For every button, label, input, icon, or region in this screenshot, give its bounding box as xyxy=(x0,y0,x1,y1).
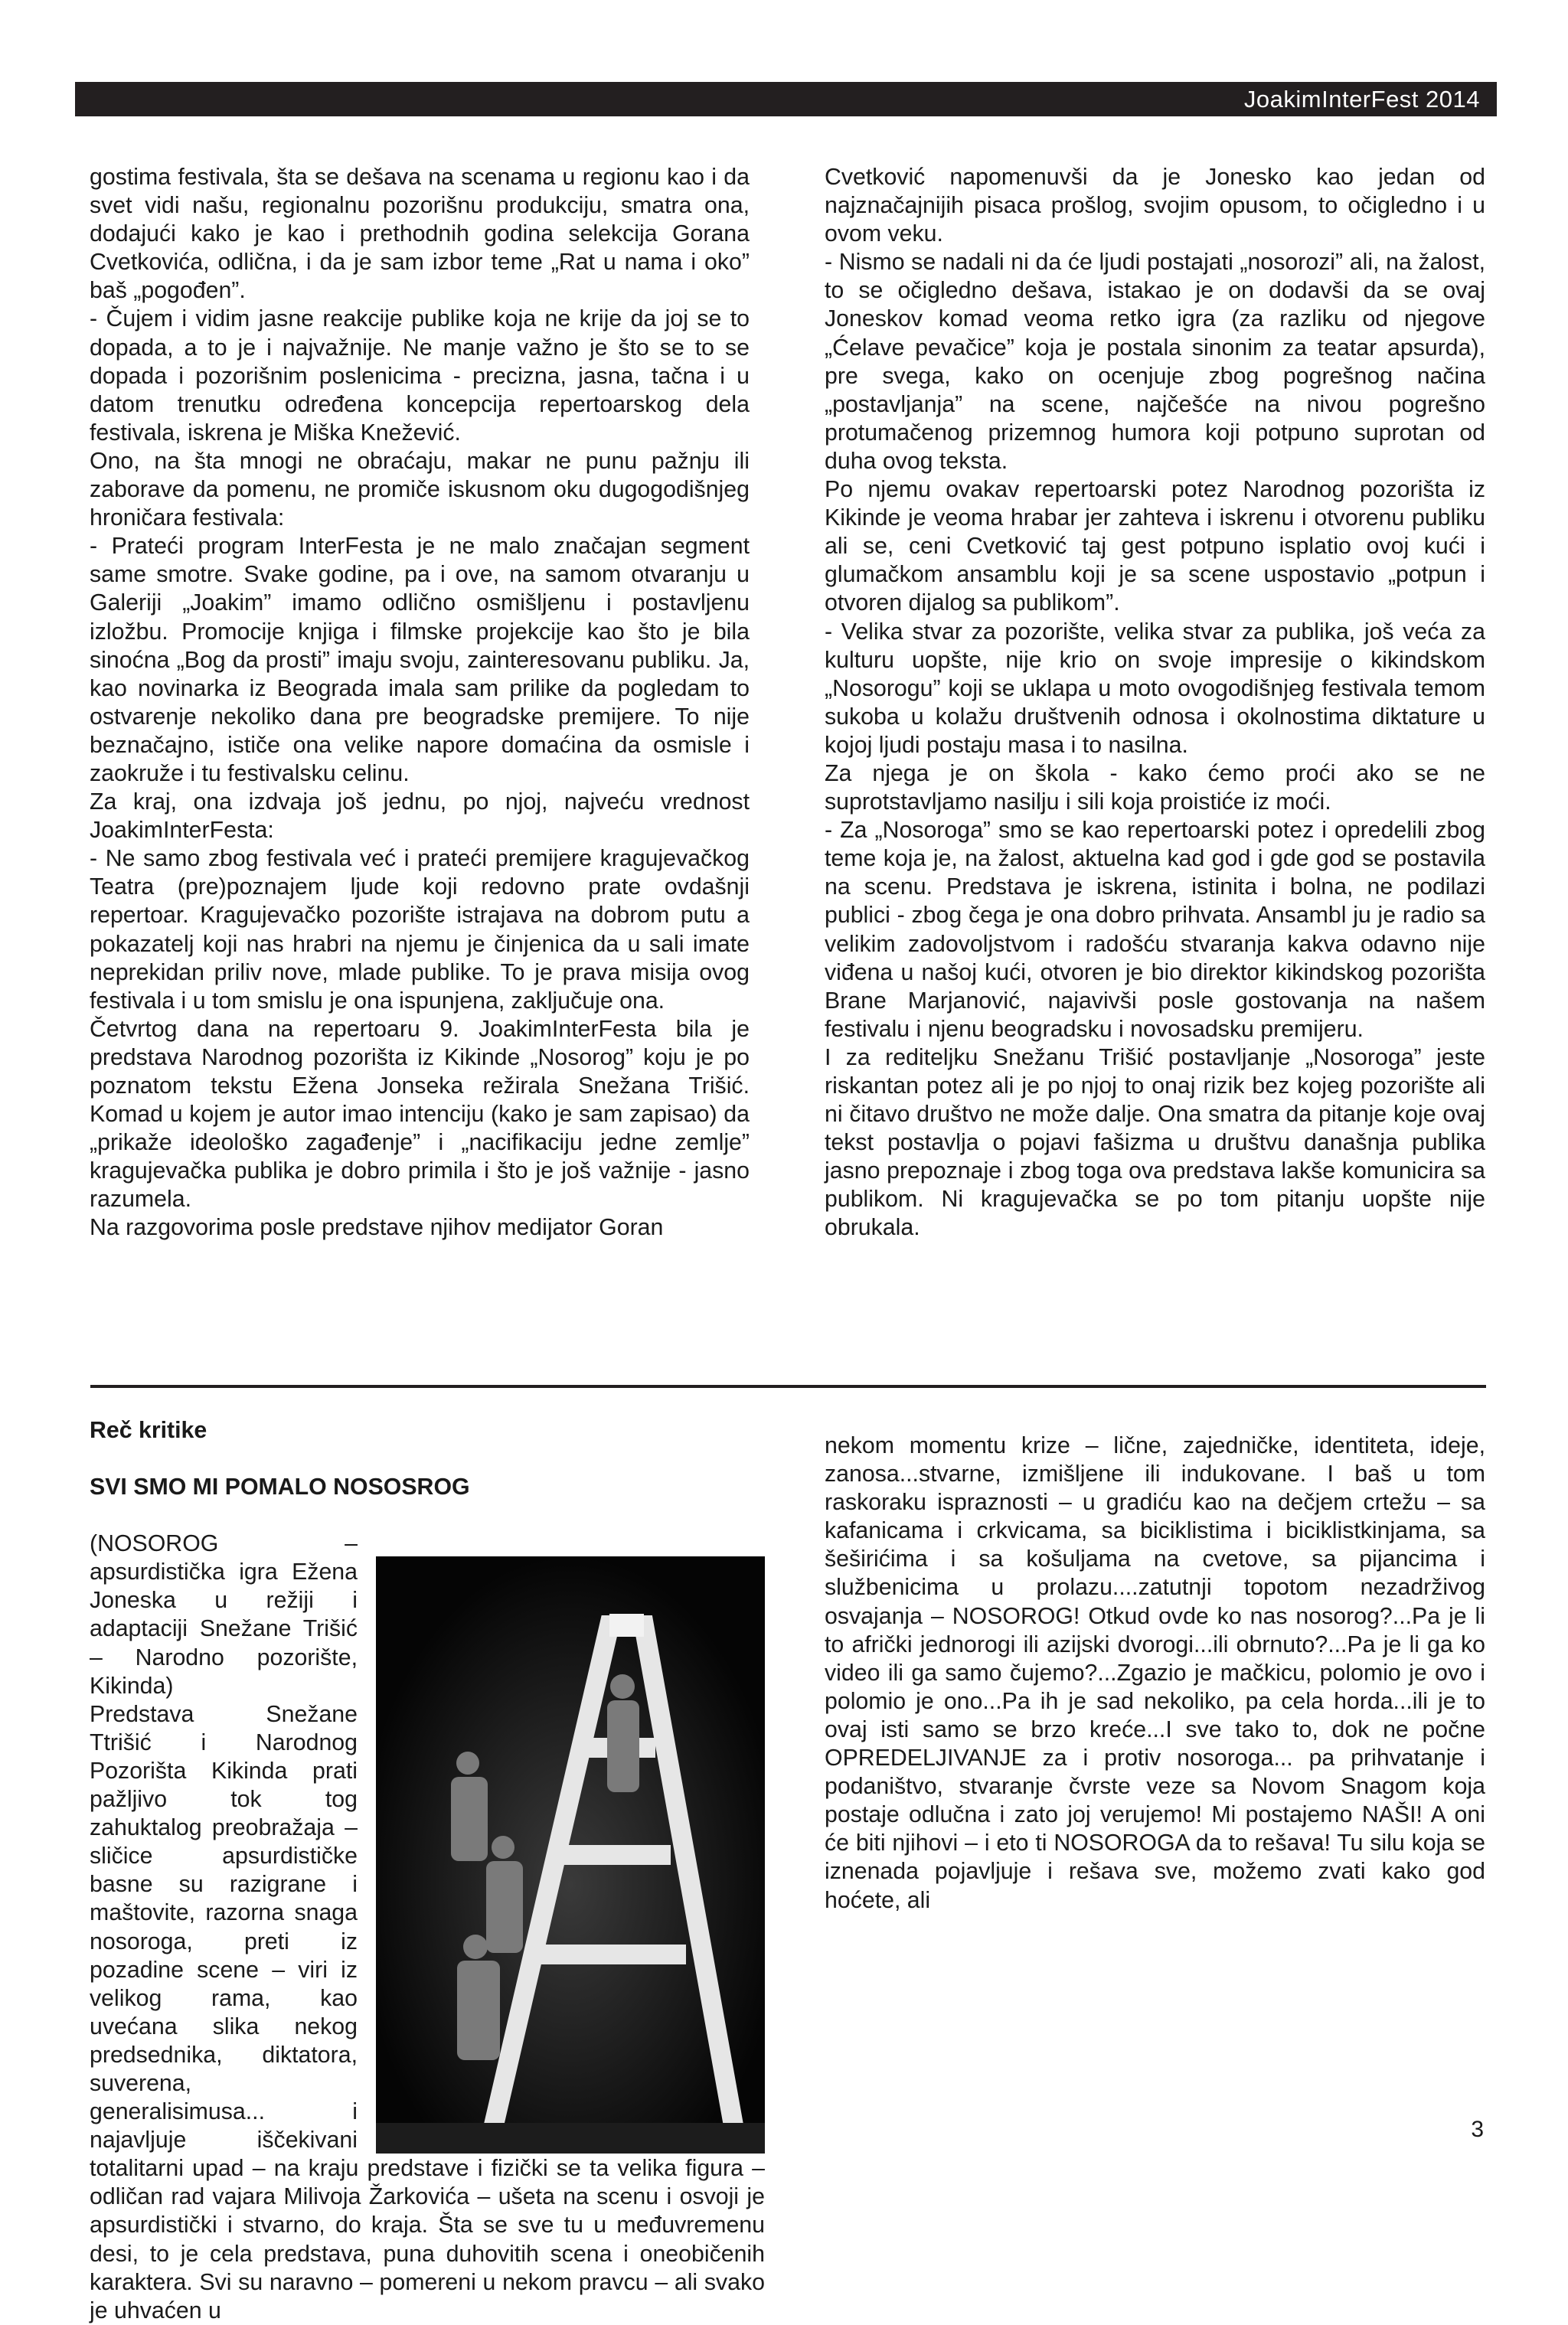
review-headline: SVI SMO MI POMALO NOSOSROG xyxy=(90,1474,470,1500)
article-paragraph: I za rediteljku Snežanu Trišić postavljanje „Nosoroga” jeste riskantan potez ali je po njoj to onaj rizik bez kojeg pozorište ali ni čitavo društvo ne može dalje. Ona smatra da pitanje koje ovaj tekst postavlja o pojavi fašizma u društvu današnja publika jasno prepoznaje i zbog toga ova predstava lakše komunicira sa publikom. Ni kragujevačka se po tom pitanju uopšte nije obrukala. xyxy=(825,1044,1485,1241)
article-paragraph: Ono, na šta mnogi ne obraćaju, makar ne punu pažnju ili zaborave da pomenu, ne promiče iskusnom oku dugogodišnjeg hroničara festivala: xyxy=(90,448,750,531)
article-paragraph: Cvetković napomenuvši da je Jonesko kao jedan od najznačajnijih pisaca prošlog, svojim opusom, to očigledno i u ovom veku. xyxy=(825,165,1485,247)
article-paragraph: - Velika stvar za pozorište, velika stvar za publika, još veća za kulturu uopšte, nije krio on svoje impresije o kikindskom „Nosorogu” koji se uklapa u moto ovogodišnjeg festivala temom sukoba u kolažu društvenih odnosa i okolnostima diktature u kojoj ljudi postaju masa i to nasilna. xyxy=(825,619,1485,758)
article-paragraph: Za kraj, ona izdvaja još jednu, po njoj, najveću vrednost JoakimInterFesta: xyxy=(90,789,750,844)
header-bar xyxy=(75,82,1497,116)
article-paragraph: Po njemu ovakav repertoarski potez Narodnog pozorišta iz Kikinde je veoma hrabar jer zahteva i iskrenu i otvorenu publiku ali se, ceni Cvetković taj gest potpuno isplatio ovoj kući i glumačkom ansamblu koji je sa scene uspostavio „potpun i otvoren dijalog sa publikom”. xyxy=(825,477,1485,616)
article-paragraph: Za njega je on škola - kako ćemo proći ako se ne suprotstavljamo nasilju i sili koja proistiće iz moći. xyxy=(825,760,1485,815)
article-paragraph: - Za „Nosoroga” smo se kao repertoarski potez i opredelili zbog teme koja je, na žalost, aktuelna kad god i gde god se postavila na scenu. Predstava je iskrena, istinita i bolna, ne podilazi publici - zbog čega je ona dobro prihvata. Ansambl ju je radio sa velikim zadovoljstvom i radošću stvaranja kakva odavno nije viđena u našoj kući, otvoren je bio direktor kikindskog pozorišta Brane Marjanović, najavivši posle gostovanja na našem festivalu i njenu beogradsku i novosadsku premijeru. xyxy=(825,818,1485,1042)
article-paragraph: Četvrtog dana na repertoaru 9. JoakimInterFesta bila je predstava Narodnog pozorišta iz Kikinde „Nosorog” koju je po poznatom tekstu Ežena Jonseka režirala Snežana Trišić. Komad u kojem je autor imao intenciju (kako je sam zapisao) da „prikaže ideološko zagađenje” i „nacifikaciju jedne zemlje” kragujevačka publika je dobro primila i što je još važnije - jasno razumela. xyxy=(90,1016,750,1213)
article-paragraph: gostima festivala, šta se dešava na scenama u regionu kao i da svet vidi našu, regionalnu pozorišnu produkciju, smatra ona, dodajući kako je kao i prethodnih godina selekcija Gorana Cvetkovića, odlična, i da je sam izbor teme „Rat u nama i oko” baš „pogođen”. xyxy=(90,165,750,304)
page-number: 3 xyxy=(1471,2117,1484,2142)
review-paragraph: Predstava Snežane Ttrišić i Narodnog Pozorišta Kikinda prati pažljivo tok tog zahuktalog preobražaja – sličice apsurdističke basne su razigrane i maštovite, razorna snaga nosoroga, preti iz pozadine scene – viri iz velikog rama, kao uvećana slika nekog predsednika, diktatora, suverena, generalisimusa... i najavljuje iščekivani totalitarni upad – na kraju predstave i fizički se ta velika figura – odličan rad vajara Milivoja Žarkovića – ušeta na scenu i osvoji je apsurdistički i stvarno, do kraja. Šta se sve tu u međuvremenu desi, to je cela predstava, puna duhovitih scena i oneobičenih karaktera. Svi su naravno – pomereni u nekom pravcu – ali svako je uhvaćen u xyxy=(90,1701,765,2323)
stage-photo-graphic xyxy=(376,1556,765,2154)
article-right-column xyxy=(825,163,1485,1243)
article-paragraph: - Nismo se nadali ni da će ljudi postajati „nosorozi” ali, na žalost, to se očigledno dešava, istakao je on dodavši da se ovaj Joneskov komad veoma retko igra (za razliku od njegove „Ćelave pevačice” koja je postala sinonim za teatar apsurda), pre svega, kako on ocenjuje zbog pogrešnog načina „postavljanja” na scene, najčešće na nivou pogrešno protumačenog prizemnog humora koji potpuno suprotan od duha ovog teksta. xyxy=(825,250,1485,474)
article-paragraph: - Čujem i vidim jasne reakcije publike koja ne krije da joj se to dopada, a to je i najvažnije. Ne manje važno je što se to se dopada i pozorišnim poslenicima - precizna, jasna, tačna i u datom trenutku određena koncepcija repertoarskog dela festivala, iskrena je Miška Knežević. xyxy=(90,306,750,446)
section-divider xyxy=(90,1385,1486,1388)
production-photo xyxy=(376,1556,765,2154)
review-left-column xyxy=(90,1416,765,2325)
article-paragraph: - Prateći program InterFesta je ne malo značajan segment same smotre. Svake godine, pa i ove, na samom otvaranju u Galeriji „Joakim” imamo odlično osmišljenu i postavljenu izložbu. Promocije knjiga i filmske projekcije kao što je bila sinoćna „Bog da prosti” imaju svoju, zainteresovanu publiku. Ja, kao novinarka iz Beograda imala sam prilike da pogledam to ostvarenje nekoliko dana pre beogradske premijere. To nije beznačajno, ističe ona velike napore domaćina da osmisle i zaokruže i tu festivalsku celinu. xyxy=(90,534,750,786)
article-paragraph: Na razgovorima posle predstave njihov medijator Goran xyxy=(90,1215,664,1241)
review-paragraph: (NOSOROG – apsurdistička igra Ežena Joneska u režiji i adaptaciji Snežane Trišić – Narodno pozorište, Kikinda) xyxy=(90,1531,358,1699)
review-paragraph: nekom momentu krize – lične, zajedničke, identiteta, ideje, zanosa...stvarne, izmišljene ili indukovane. I baš u tom raskoraku ispraznosti – u gradiću kao na dečjem crtežu – sa kafanicama i crkvicama, sa biciklistima i biciklistkinjama, sa šeširićima i sa košuljama na cvetove, sa pijancima i službenicima u prolazu....zatutnji topotom nezadrživog osvajanja – NOSOROG! Otkud ovde ko nas nosorog?...Pa je li to afrički jednorogi ili azijski dvorogi...ili obrnuto?...Pa je li ga ko video ili ga samo čujemo?...Zgazio je mačkicu, polomio je ovo i polomio je ono...Pa ih je sad nekoliko, pa cela horda...ili je to ovaj isti samo se brzo kreće...I sve tako to, dok ne počne OPREDELJIVANJE za i protiv nosoroga... pa prihvatanje i podaništvo, stvaranje čvrste veze sa Novom Snagom koja postaje odlučna i zato joj verujemo! Mi postajemo NAŠI! A oni će biti njihovi – i eto ti NOSOROGA da to rešava! Tu silu koja se iznenada pojavljuje i rešava sve, možemo zvati kako god hoćete, ali xyxy=(825,1433,1485,1913)
review-right-column xyxy=(825,1432,1485,1915)
article-paragraph: - Ne samo zbog festivala već i prateći premijere kragujevačkog Teatra (pre)poznajem ljude koji redovno prate ovdašnji repertoar. Kragujevačko pozorište istrajava na dobrom putu a pokazatelj koji nas hrabri na njemu je činjenica da u sali imate neprekidan priliv nove, mlade publike. To je prava misija ovog festivala i u tom smislu je ona ispunjena, zaključuje ona. xyxy=(90,846,750,1014)
header-title: JoakimInterFest 2014 xyxy=(1243,86,1480,113)
review-kicker: Reč kritike xyxy=(90,1418,207,1443)
article-left-column xyxy=(90,163,750,1243)
